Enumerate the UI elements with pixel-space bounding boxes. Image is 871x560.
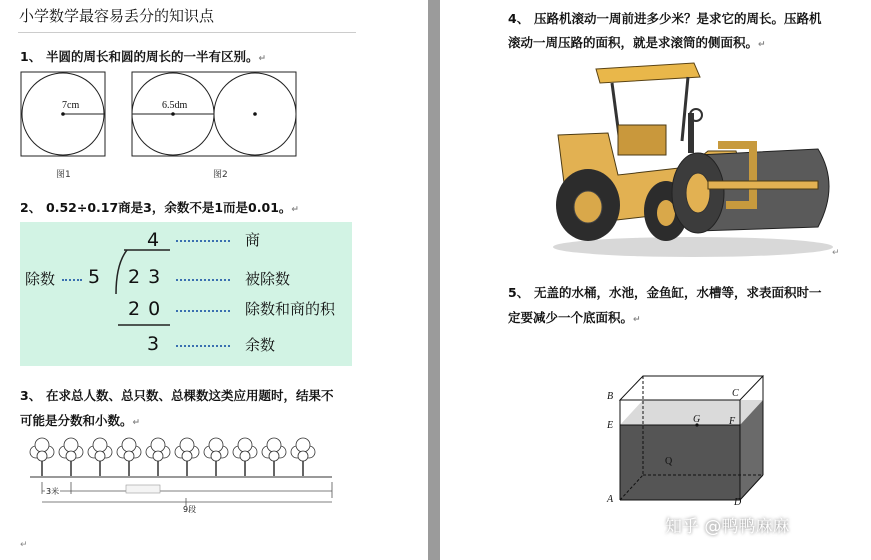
point-Q: Q [665,456,673,467]
product-digits: 2 0 [128,298,162,320]
point-D: D [734,497,742,508]
dotted-leader [176,279,230,281]
open-box-diagram [600,370,770,510]
dividend-digits: 2 3 [128,266,162,288]
q3-line1 [20,386,334,404]
road-roller-illustration [548,55,838,260]
gap-label: 3米 [46,487,60,496]
quotient-digit: 4 [147,229,160,251]
dotted-leader [62,279,82,281]
dotted-leader [176,240,230,242]
paragraph-mark: ↵ [20,540,28,550]
fig2-caption: 图2 [213,170,228,180]
q4-line2 [508,33,766,51]
total-label: 9段 [183,505,197,514]
dimension-note-box [126,485,160,493]
tree-icon [30,438,54,476]
tree-icon [117,438,141,476]
divisor-digit: 5 [88,266,101,288]
q3-text-line1: 在求总人数、总只数、总棵数这类应用题时，结果不 [46,388,334,403]
title-divider [18,32,356,33]
watermark: 知乎 @鸭鸭麻麻 [665,517,790,537]
q3-line2 [20,411,140,429]
page-title: 小学数学最容易丢分的知识点 [19,7,215,25]
q4-number: 4、 [508,11,530,26]
q5-number: 5、 [508,285,530,300]
label-remainder: 余数 [245,336,276,354]
q5-line2 [508,308,641,326]
tree-icon [175,438,199,476]
paragraph-mark: ↵ [633,315,641,325]
paragraph-mark: ↵ [132,418,141,428]
q1-figures [20,70,320,182]
q1-line [20,47,266,65]
tree-icon [204,438,228,476]
fig2-label: 6.5dm [162,100,188,111]
point-G: G [693,414,701,425]
paragraph-mark: ↵ [258,54,267,64]
label-quotient: 商 [245,231,261,249]
q2-number: 2、 [20,200,42,215]
tree-icon [59,438,83,476]
q1-text: 半圆的周长和圆的周长的一半有区别。 [46,49,259,64]
right-page [440,0,871,560]
q2-line [20,198,299,216]
point-E: E [607,420,614,431]
dotted-leader [176,310,230,312]
tree-icon [291,438,315,476]
tree-row-figure [26,436,336,516]
point-F: F [729,416,736,427]
q5-text-line2: 定要减少一个底面积。 [508,310,634,325]
point-B: B [607,391,614,402]
dimension-lines [42,482,332,506]
tree-icon [88,438,112,476]
paragraph-mark: ↵ [291,205,299,215]
remainder-digit: 3 [147,333,160,355]
q3-text-line2: 可能是分数和小数。 [20,413,133,428]
tree-icon [233,438,257,476]
left-page [0,0,428,560]
dotted-leader [176,345,230,347]
tree-icon [146,438,170,476]
q3-number: 3、 [20,388,42,403]
label-product: 除数和商的积 [245,300,336,318]
q4-line1 [508,9,822,27]
fig1-label: 7cm [62,100,80,111]
label-divisor: 除数 [25,270,56,288]
fig1-caption: 图1 [56,170,71,180]
paragraph-mark: ↵ [758,40,766,50]
q1-number: 1、 [20,49,42,64]
q5-text-line1: 无盖的水桶，水池，金鱼缸，水槽等，求表面积时一 [534,285,822,300]
point-A: A [607,494,614,505]
q2-text: 0.52÷0.17商是3，余数不是1而是0.01。 [46,200,292,215]
tree-icon [262,438,286,476]
label-dividend: 被除数 [245,270,291,288]
q4-text-line2: 滚动一周压路的面积，就是求滚筒的侧面积。 [508,35,759,50]
q4-text-line1: 压路机滚动一周前进多少米？是求它的周长。压路机 [534,11,822,26]
q5-line1 [508,283,822,301]
paragraph-mark: ↵ [832,248,840,258]
point-C: C [732,388,739,399]
